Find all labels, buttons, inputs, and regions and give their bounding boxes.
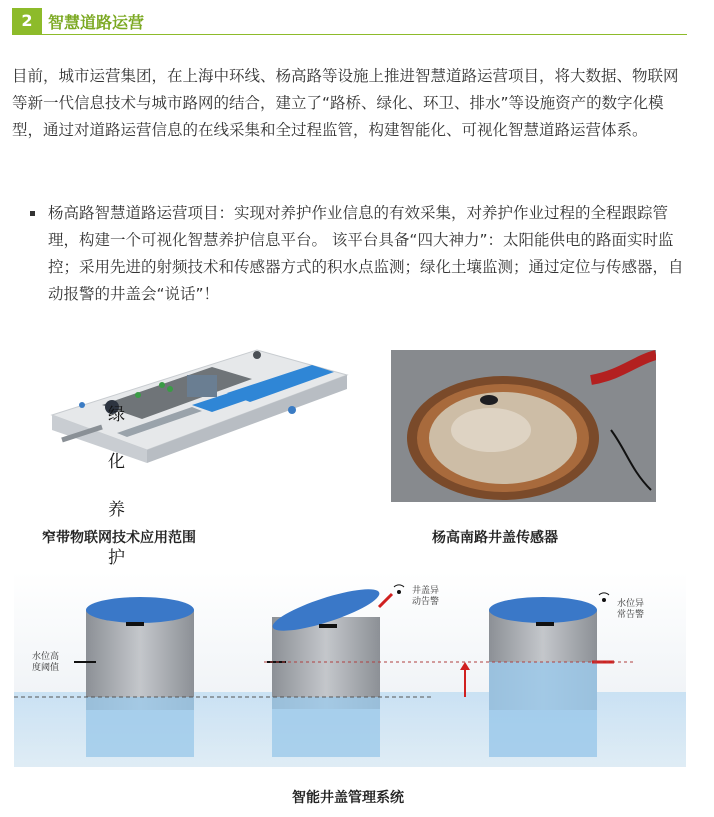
overlay-char-2: 化 bbox=[108, 452, 125, 472]
intro-paragraph: 目前，城市运营集团，在上海中环线、杨高路等设施上推进智慧道路运营项目，将大数据、物联网等新一代信息技术与城市路网的结合，建立了“路桥、绿化、环卫、排水”等设施资产的数字化模型，通过对道路运营信息的在线采集和全过程监管，构建智能化、可视化智慧道路运营体系。 bbox=[12, 67, 679, 139]
label-cover-alarm: 井盖异 动告警 bbox=[412, 586, 440, 607]
caption-smart-manhole-system: 智能井盖管理系统 bbox=[292, 790, 404, 806]
caption-manhole-sensor: 杨高南路井盖传感器 bbox=[432, 530, 558, 546]
overlay-char-3: 养 bbox=[108, 500, 125, 520]
manhole-sensor-photo bbox=[391, 350, 656, 502]
label-level-alarm: 水位异 常告警 bbox=[617, 599, 645, 620]
overlay-char-1: 绿 bbox=[108, 405, 125, 425]
section-number-badge: 2 bbox=[12, 8, 42, 34]
overlay-char-4: 护 bbox=[108, 548, 125, 568]
bullet-icon bbox=[30, 211, 35, 216]
label-water-level-threshold: 水位高 度阈值 bbox=[32, 652, 60, 673]
nb-iot-illustration bbox=[42, 345, 352, 465]
section-title: 智慧道路运营 bbox=[48, 13, 145, 32]
bullet-text: 杨高路智慧道路运营项目：实现对养护作业信息的有效采集，对养护作业过程的全程跟踪管理，构建一个可视化智慧养护信息平台。 该平台具备“四大神力”：太阳能供电的路面实时监控；采用先进的射频技术和传感器方式的积水点监测；绿化土壤监测；通过定位与传感器，自动报警的井盖会“说话”！ bbox=[48, 204, 684, 303]
caption-nb-iot: 窄带物联网技术应用范围 bbox=[42, 530, 196, 546]
manhole-diagram bbox=[14, 572, 686, 767]
section-header bbox=[12, 8, 687, 35]
